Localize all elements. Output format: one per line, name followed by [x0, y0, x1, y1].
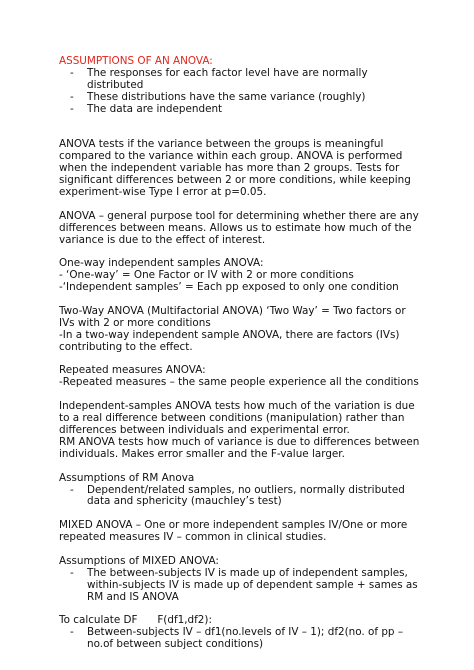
list-item — [59, 68, 421, 92]
list-item-text: The responses for each factor level have are normally distributed — [87, 66, 368, 91]
rm-anova-paragraph: RM ANOVA tests how much of variance is due to differences between individuals. Makes error smaller and the F-value larger. — [59, 435, 420, 460]
anova-assumptions-heading: ASSUMPTIONS OF AN ANOVA: — [59, 55, 213, 67]
list-item — [59, 568, 421, 604]
anova-tests-paragraph: ANOVA tests if the variance between the groups is meaningful compared to the variance within each group. ANOVA is performed when the independent variable has more than 2 groups. Tests for significant differences between 2 or more conditions, while keeping experiment-wise Type I error at p=0.05. — [59, 138, 411, 198]
twoway-line-1: Two-Way ANOVA (Multifactorial ANOVA) ‘Two Way’ = Two factors or IVs with 2 or more conditions — [59, 304, 406, 329]
rm-assumptions-title: Assumptions of RM Anova — [59, 471, 195, 484]
repeated-measures-title: Repeated measures ANOVA: — [59, 364, 206, 377]
mixed-anova-paragraph: MIXED ANOVA – One or more independent samples IV/One or more repeated measures IV – common in clinical studies. — [59, 519, 408, 544]
spacer — [59, 461, 421, 473]
anova-assumptions-list — [59, 68, 421, 116]
dash-bullet: - — [70, 626, 74, 639]
spacer — [59, 199, 421, 211]
list-item — [59, 485, 421, 509]
twoway-line-2: -In a two-way independent sample ANOVA, there are factors (IVs) contributing to the effect. — [59, 328, 400, 353]
repeated-measures-line: -Repeated measures – the same people experience all the conditions — [59, 376, 419, 389]
document-content — [59, 56, 421, 651]
dash-bullet: - — [70, 90, 74, 103]
oneway-line-2: -‘Independent samples’ = Each pp exposed to only one condition — [59, 281, 399, 294]
list-item-text: Dependent/related samples, no outliers, normally distributed data and sphericity (mauchley’s test) — [87, 483, 405, 508]
list-item-text: The between-subjects IV is made up of independent samples, within-subjects IV is made up of dependent sample + sames as RM and IS ANOVA — [87, 566, 418, 603]
spacer — [59, 116, 421, 128]
list-item-text: These distributions have the same variance (roughly) — [87, 90, 366, 103]
independent-samples-paragraph: Independent-samples ANOVA tests how much of the variation is due to a real difference between conditions (manipulation) rather than differences between individuals and experimental error. — [59, 400, 415, 436]
mixed-assumptions-title: Assumptions of MIXED ANOVA: — [59, 554, 219, 567]
calc-df-list — [59, 627, 421, 651]
dash-bullet: - — [70, 102, 74, 115]
rm-assumptions-list — [59, 485, 421, 509]
calc-df-title: To calculate DF F(df1,df2): — [59, 614, 212, 627]
list-item — [59, 104, 421, 116]
dash-bullet: - — [70, 66, 74, 79]
oneway-line-1: - ‘One-way’ = One Factor or IV with 2 or more conditions — [59, 269, 354, 282]
dash-bullet: - — [70, 483, 74, 496]
list-item-text: The data are independent — [87, 102, 223, 115]
list-item — [59, 627, 421, 651]
mixed-assumptions-list — [59, 568, 421, 604]
oneway-title: One-way independent samples ANOVA: — [59, 257, 264, 270]
list-item-text: Between-subjects IV – df1(no.levels of IV – 1); df2(no. of pp – no.of between subject conditions) — [87, 626, 404, 651]
dash-bullet: - — [70, 566, 74, 579]
anova-general-tool-paragraph: ANOVA – general purpose tool for determining whether there are any differences between means. Allows us to estimate how much of the variance is due to the effect of interest. — [59, 209, 419, 246]
